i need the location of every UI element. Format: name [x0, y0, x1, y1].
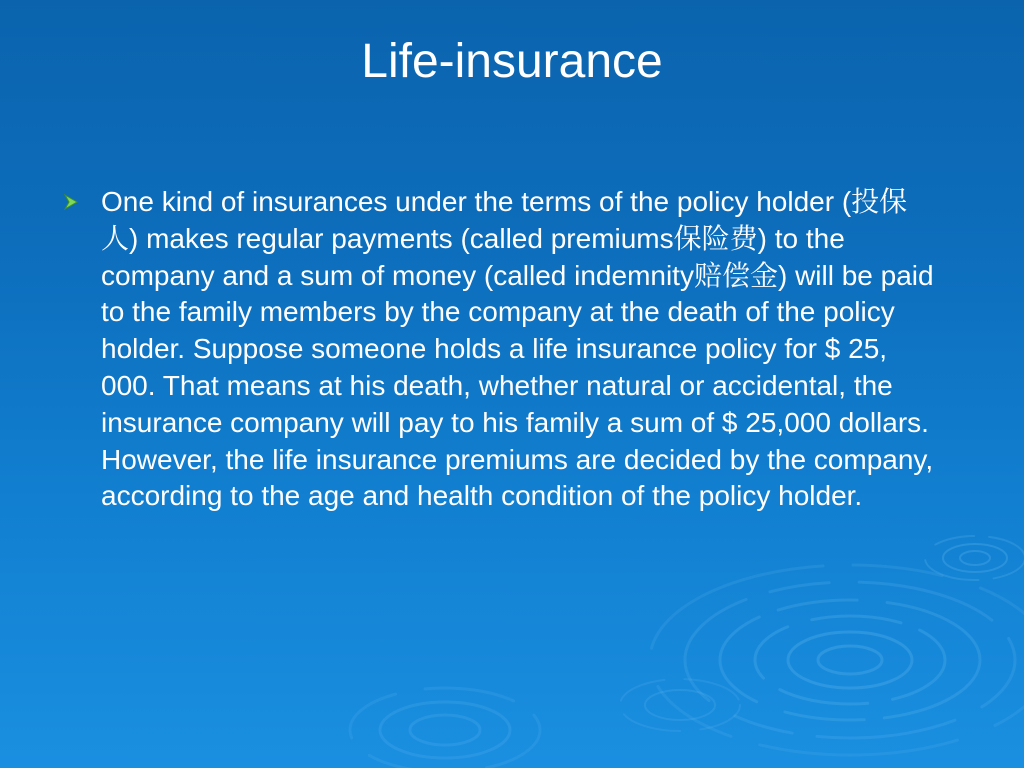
slide-title: Life-insurance	[361, 35, 663, 88]
bullet-list	[64, 184, 944, 515]
arrowhead-bullet-icon	[64, 194, 78, 210]
bullet-item	[64, 184, 944, 515]
bullet-text: One kind of insurances under the terms of the policy holder (投保人) makes regular payments (called premiums保险费) to the company and a sum of money (called indemnity赔偿金) will be paid to the family members by the company at the death of the policy holder. Suppose someone holds a life insurance policy for $ 25, 000. That means at his death, whether natural or accidental, the insurance company will pay to his family a sum of $ 25,000 dollars. However, the life insurance premiums are decided by the company, according to the age and health condition of the policy holder.	[101, 186, 934, 512]
